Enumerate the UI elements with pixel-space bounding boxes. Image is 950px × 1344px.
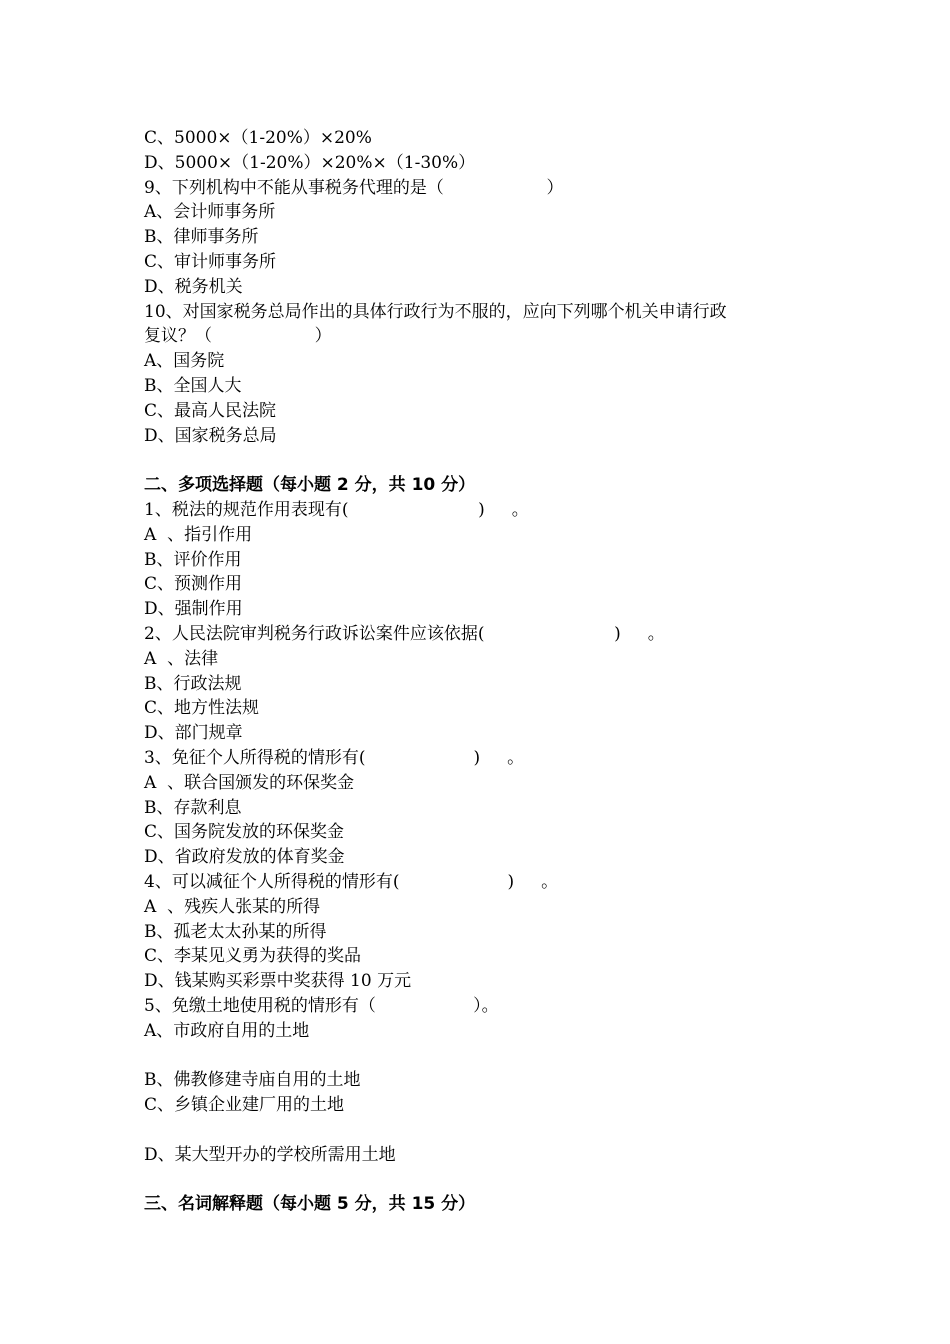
text-line: C、乡镇企业建厂用的土地 bbox=[144, 1095, 345, 1116]
text-line: D、5000×（1-20%）×20%×（1-30%） bbox=[144, 152, 476, 173]
text-line: C、最高人民法院 bbox=[144, 400, 277, 421]
section-heading: 三、名词解释题（每小题 5 分，共 15 分） bbox=[144, 1194, 476, 1215]
text-line: 5、免缴土地使用税的情形有（ ）。 bbox=[144, 995, 499, 1016]
text-line: D、省政府发放的体育奖金 bbox=[144, 847, 345, 868]
text-line: 复议？（ ） bbox=[144, 326, 332, 347]
text-line: 9、下列机构中不能从事税务代理的是（ ） bbox=[144, 177, 564, 198]
text-line: 4、可以减征个人所得税的情形有( ) 。 bbox=[144, 871, 559, 892]
text-line: C、李某见义勇为获得的奖品 bbox=[144, 946, 362, 967]
blank-line bbox=[144, 1167, 844, 1192]
text-line: B、评价作用 bbox=[144, 549, 242, 570]
text-line: C、国务院发放的环保奖金 bbox=[144, 822, 345, 843]
text-line: 1、税法的规范作用表现有( ) 。 bbox=[144, 499, 529, 520]
blank-line bbox=[144, 1043, 844, 1068]
text-line: C、5000×（1-20%）×20% bbox=[144, 128, 372, 148]
blank-line bbox=[144, 1118, 844, 1143]
text-line: B、全国人大 bbox=[144, 375, 242, 396]
text-line: D、部门规章 bbox=[144, 723, 243, 744]
text-line: B、存款利息 bbox=[144, 797, 242, 818]
blank-line bbox=[144, 448, 844, 473]
text-line: A、国务院 bbox=[144, 351, 225, 372]
text-line: A 、法律 bbox=[144, 648, 219, 669]
section-heading: 二、多项选择题（每小题 2 分，共 10 分） bbox=[144, 475, 476, 496]
text-line: D、强制作用 bbox=[144, 599, 243, 620]
text-line: A 、残疾人张某的所得 bbox=[144, 896, 321, 917]
text-line: 10、对国家税务总局作出的具体行政行为不服的，应向下列哪个机关申请行政 bbox=[144, 301, 727, 322]
text-line: 2、人民法院审判税务行政诉讼案件应该依据( ) 。 bbox=[144, 623, 665, 644]
text-line: A 、指引作用 bbox=[144, 524, 253, 545]
text-line: A、市政府自用的土地 bbox=[144, 1020, 310, 1041]
text-line: 3、免征个人所得税的情形有( ) 。 bbox=[144, 747, 525, 768]
document-page bbox=[144, 126, 844, 1217]
text-line: A、会计师事务所 bbox=[144, 202, 276, 223]
text-line: B、佛教修建寺庙自用的土地 bbox=[144, 1070, 361, 1091]
text-line: B、律师事务所 bbox=[144, 227, 259, 248]
text-line: D、某大型开办的学校所需用土地 bbox=[144, 1144, 396, 1165]
text-line: A 、联合国颁发的环保奖金 bbox=[144, 772, 355, 793]
text-line: D、钱某购买彩票中奖获得 10 万元 bbox=[144, 971, 412, 992]
text-line: D、国家税务总局 bbox=[144, 425, 277, 446]
text-line: C、地方性法规 bbox=[144, 698, 260, 719]
text-line: D、税务机关 bbox=[144, 276, 243, 297]
text-line: C、预测作用 bbox=[144, 574, 243, 595]
text-line: C、审计师事务所 bbox=[144, 251, 277, 272]
text-line: B、孤老太太孙某的所得 bbox=[144, 921, 327, 942]
text-line: B、行政法规 bbox=[144, 673, 242, 694]
